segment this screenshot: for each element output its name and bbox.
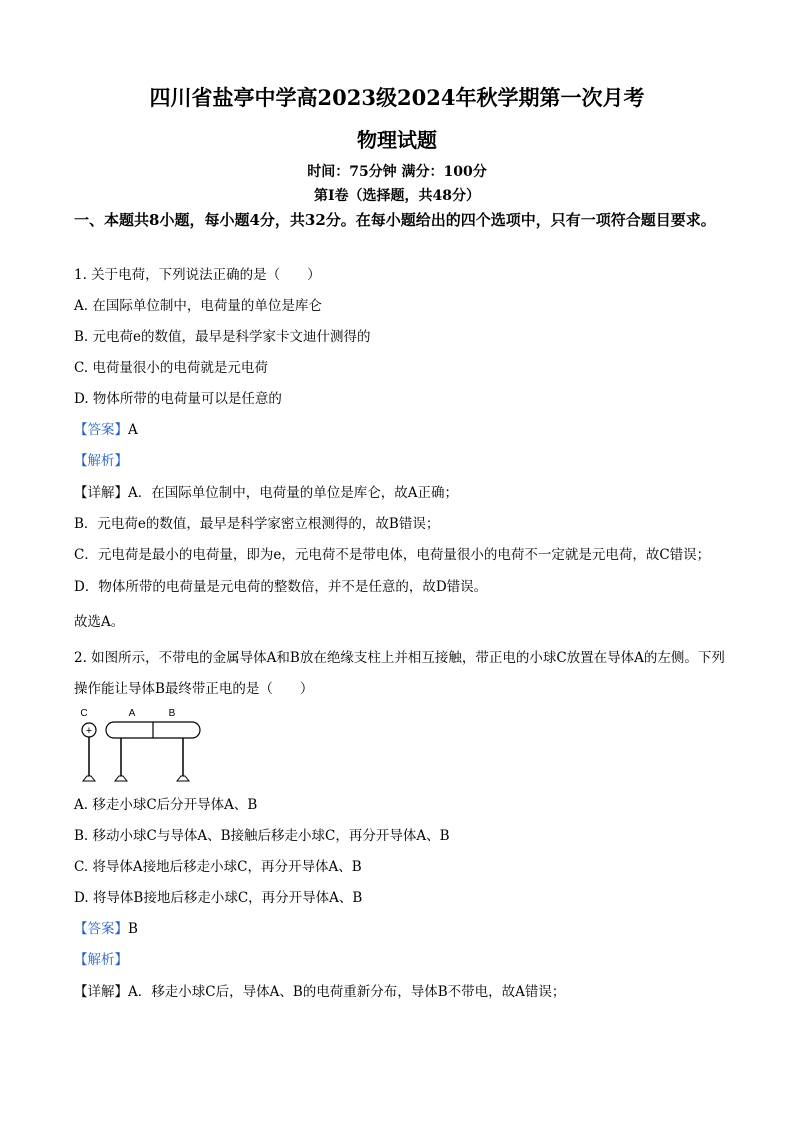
q1-option-a: A. 在国际单位制中，电荷量的单位是库仑 xyxy=(74,298,322,314)
q2-option-c: C. 将导体A接地后移走小球C，再分开导体A、B xyxy=(74,859,362,875)
answer-value: A xyxy=(128,422,138,438)
exam-title: 四川省盐亭中学高2023级2024年秋学期第一次月考 xyxy=(149,85,645,110)
q1-detail-a: 【详解】A．在国际单位制中，电荷量的单位是库仑，故A正确； xyxy=(74,485,458,501)
q2-detail-a: 【详解】A．移走小球C后，导体A、B的电荷重新分布，导体B不带电，故A错误； xyxy=(74,984,566,1000)
answer-tag: 【答案】 xyxy=(74,422,128,438)
label-c: C xyxy=(80,708,88,719)
subject-title: 物理试题 xyxy=(357,128,437,152)
volume-heading: 第I卷（选择题，共48分） xyxy=(313,188,481,204)
label-a: A xyxy=(128,708,136,719)
q2-option-d: D. 将导体B接地后移走小球C，再分开导体A、B xyxy=(74,890,363,906)
q1-analysis-tag: 【解析】 xyxy=(74,453,128,469)
q2-option-b: B. 移动小球C与导体A、B接触后移走小球C，再分开导体A、B xyxy=(74,828,450,844)
section-instructions: 一、本题共8小题，每小题4分，共32分。在每小题给出的四个选项中，只有一项符合题目要求。 xyxy=(74,211,716,229)
q1-option-c: C. 电荷量很小的电荷就是元电荷 xyxy=(74,360,268,376)
answer-tag: 【答案】 xyxy=(74,921,128,937)
q2-answer xyxy=(74,917,138,937)
detail-tag: 【详解】 xyxy=(74,984,128,1000)
label-b: B xyxy=(168,708,176,719)
q1-option-d: D. 物体所带的电荷量可以是任意的 xyxy=(74,391,282,407)
q1-stem: 1. 关于电荷，下列说法正确的是（ ） xyxy=(74,267,321,283)
conductor-figure xyxy=(74,705,214,785)
q1-detail-b: B．元电荷e的数值，最早是科学家密立根测得的，故B错误； xyxy=(74,516,440,532)
q2-option-a: A. 移走小球C后分开导体A、B xyxy=(74,797,258,813)
base-a xyxy=(115,776,127,781)
q1-answer xyxy=(74,418,138,438)
exam-meta: 时间：75分钟 满分：100分 xyxy=(307,164,487,180)
q1-detail-c: C．元电荷是最小的电荷量，即为e，元电荷不是带电体，电荷量很小的电荷不一定就是元电荷，故C错误； xyxy=(74,547,711,563)
base-b xyxy=(177,776,189,781)
base-c xyxy=(83,776,95,781)
q2-analysis-tag: 【解析】 xyxy=(74,952,128,968)
q2-stem: 2. 如图所示，不带电的金属导体A和B放在绝缘支柱上并相互接触，带正电的小球C放置在导体A的左侧。下列操作能让导体B最终带正电的是（ ） xyxy=(74,650,725,697)
q1-option-b: B. 元电荷e的数值，最早是科学家卡文迪什测得的 xyxy=(74,329,371,345)
charge-sign: + xyxy=(85,725,93,737)
q1-conclusion: 故选A。 xyxy=(74,614,125,630)
detail-tag: 【详解】 xyxy=(74,485,128,501)
q1-detail-d: D．物体所带的电荷量是元电荷的整数倍，并不是任意的，故D错误。 xyxy=(74,579,488,595)
answer-value: B xyxy=(128,921,138,937)
